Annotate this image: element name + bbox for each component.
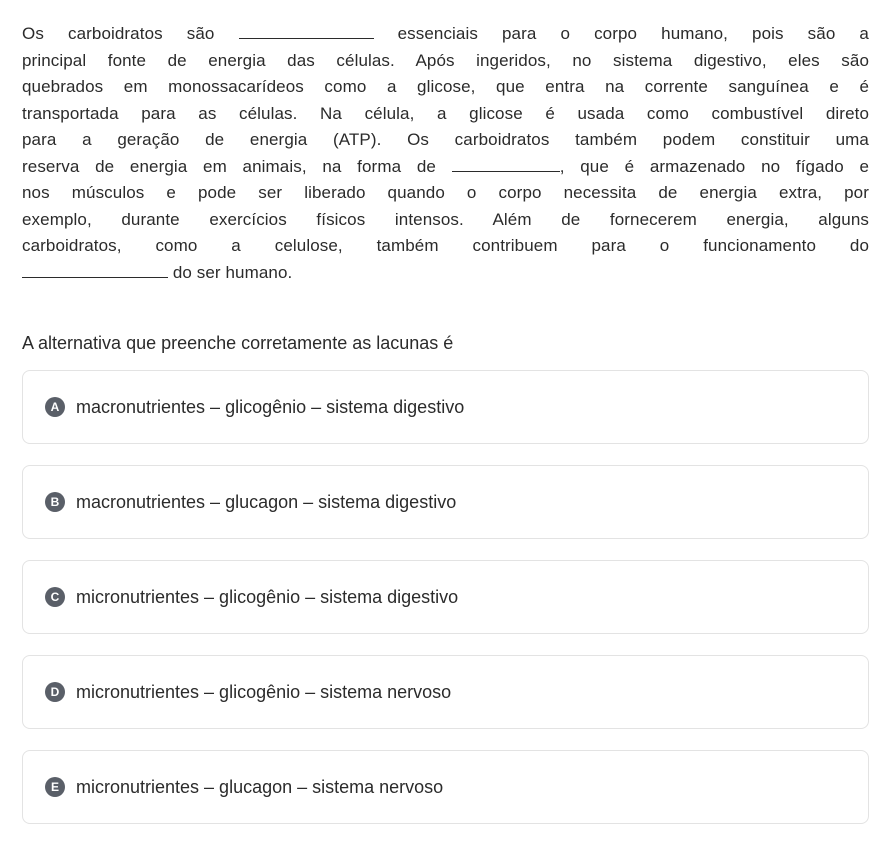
passage-text: , que é armazenado no fígado e (559, 156, 870, 176)
passage-line: para a geração de energia (ATP). Os carboidratos também podem constituir uma (22, 130, 869, 149)
answer-blank-2 (452, 157, 560, 172)
passage-text: essenciais para o corpo humano, pois são a (397, 24, 869, 43)
option-e[interactable] (22, 750, 869, 824)
passage-line (22, 260, 869, 287)
passage-text: do ser humano. (172, 262, 293, 282)
passage-line: exemplo, durante exercícios físicos intensos. Além de fornecerem energia, alguns (22, 209, 869, 229)
option-text: micronutrientes – glicogênio – sistema digestivo (76, 587, 459, 607)
option-text: macronutrientes – glicogênio – sistema digestivo (76, 397, 465, 417)
passage-text: reserva de energia em animais, na forma de (22, 156, 436, 176)
passage-line: carboidratos, como a celulose, também contribuem para o funcionamento do (22, 236, 869, 255)
question-passage (22, 21, 869, 286)
question-prompt: A alternativa que preenche corretamente as lacunas é (22, 333, 454, 353)
option-letter-badge: E (45, 777, 65, 797)
option-text: macronutrientes – glucagon – sistema digestivo (76, 492, 457, 512)
passage-line: transportada para as células. Na célula, a glicose é usada como combustível direto (22, 103, 869, 123)
passage-line (22, 154, 869, 181)
option-a[interactable] (22, 370, 869, 444)
passage-line: nos músculos e pode ser liberado quando o corpo necessita de energia extra, por (22, 183, 869, 202)
passage-line: quebrados em monossacarídeos como a glicose, que entra na corrente sanguínea e é (22, 77, 869, 96)
answer-options (22, 370, 869, 845)
option-d[interactable] (22, 655, 869, 729)
passage-line (22, 21, 869, 48)
option-letter-badge: A (45, 397, 65, 417)
option-letter-badge: C (45, 587, 65, 607)
option-letter-badge: B (45, 492, 65, 512)
option-text: micronutrientes – glicogênio – sistema nervoso (76, 682, 452, 702)
option-text: micronutrientes – glucagon – sistema nervoso (76, 777, 444, 797)
option-b[interactable] (22, 465, 869, 539)
passage-line: principal fonte de energia das células. Após ingeridos, no sistema digestivo, eles são (22, 50, 869, 70)
option-c[interactable] (22, 560, 869, 634)
passage-text: Os carboidratos são (22, 24, 215, 43)
answer-blank-3 (22, 263, 168, 278)
answer-blank-1 (239, 24, 374, 39)
option-letter-badge: D (45, 682, 65, 702)
